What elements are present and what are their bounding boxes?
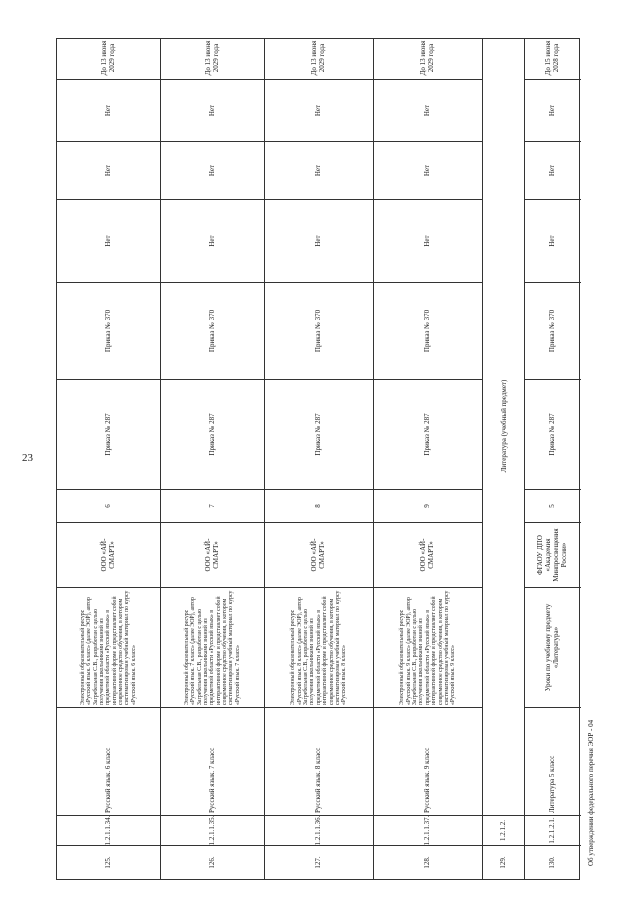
row-flag-3: Нет [374, 79, 482, 141]
row-order-370: Приказ № 370 [265, 282, 373, 379]
row-flag-3: Нет [57, 79, 160, 141]
row-order-370: Приказ № 370 [57, 282, 160, 379]
row-flag-2: Нет [57, 141, 160, 199]
section-title: Литература (учебный предмет) [499, 379, 508, 473]
row-number: 125. [57, 845, 160, 879]
row-flag-2: Нет [265, 141, 373, 199]
row-number: 127. [265, 845, 373, 879]
row-grade: 6 [57, 489, 160, 522]
table-row [265, 39, 374, 879]
row-number: 130. [525, 845, 581, 879]
row-order-287: Приказ № 287 [525, 379, 581, 489]
footer-note: Об утверждении федерального перечня ЭОР - 04 [587, 719, 595, 866]
row-order-287: Приказ № 287 [57, 379, 160, 489]
row-number: 128. [374, 845, 482, 879]
row-organization: ООО «АЙ-СМАРТ» [374, 522, 482, 587]
row-flag-3: Нет [265, 79, 373, 141]
table-row [374, 39, 483, 879]
table-row [57, 39, 161, 879]
row-flag-3: Нет [161, 79, 264, 141]
row-name: Русский язык. 6 класс [57, 707, 160, 815]
page-number: 23 [22, 452, 33, 464]
row-flag-1: Нет [265, 199, 373, 282]
row-organization: ООО «АЙ-СМАРТ» [161, 522, 264, 587]
row-grade: 7 [161, 489, 264, 522]
row-deadline: До 13 июня 2029 года [310, 40, 326, 76]
row-organization: ООО «АЙ-СМАРТ» [265, 522, 373, 587]
row-grade: 9 [374, 489, 482, 522]
row-description: Электронный образовательный ресурс «Русский язык. 6 класс» (далее ЭОР), автор Загребельная С.В., разработан с целью получения школьниками знаний из предметной области «Русский язык» в интерактивной форме и представляет собой современное средство обучения, в котором систематизирован учебный материал по курсу «Русский язык. 6 класс» [57, 587, 160, 707]
table-row [161, 39, 265, 879]
row-description: Электронный образовательный ресурс «Русский язык. 8 класс» (далее ЭОР), автор Загребельная С.В., разработан с целью получения школьниками знаний из предметной области «Русский язык» в интерактивной форме и представляет собой современное средство обучения, в котором систематизирован учебный материал по курсу «Русский язык. 8 класс» [265, 587, 373, 707]
row-order-287: Приказ № 287 [265, 379, 373, 489]
row-deadline: До 13 июня 2029 года [203, 40, 220, 76]
row-deadline: До 13 июня 2029 года [419, 40, 435, 76]
row-name: Русский язык. 9 класс [374, 707, 482, 815]
row-name: Русский язык. 7 класс [161, 707, 264, 815]
row-flag-1: Нет [57, 199, 160, 282]
row-grade: 5 [525, 489, 581, 522]
row-code: 1.2.1.1.34. [57, 815, 160, 845]
row-deadline: До 15 июня 2028 года [544, 40, 560, 76]
row-code: 1.2.1.2.1. [525, 815, 581, 845]
row-description: Электронный образовательный ресурс «Русский язык. 9 класс» (далее ЭОР), автор Загребельная С.В., разработан с целью получения школьниками знаний из предметной области «Русский язык» в интерактивной форме и представляет собой современное средство обучения, в котором систематизирован учебный материал по курсу «Русский язык. 9 класс» [374, 587, 482, 707]
row-code: 1.2.1.1.36. [265, 815, 373, 845]
section-row [483, 39, 525, 879]
row-flag-1: Нет [161, 199, 264, 282]
row-flag-2: Нет [161, 141, 264, 199]
row-flag-1: Нет [525, 199, 581, 282]
row-order-287: Приказ № 287 [374, 379, 482, 489]
row-order-287: Приказ № 287 [161, 379, 264, 489]
row-code: 1.2.1.1.37. [374, 815, 482, 845]
row-name: Литература 5 класс [525, 707, 581, 815]
row-description: Электронный образовательный ресурс «Русский язык. 7 класс» (далее ЭОР), автор Загребельная С.В., разработан с целью получения школьниками знаний из предметной области «Русский язык» в интерактивной форме и представляет собой современное средство обучения, в котором систематизирован учебный материал по курсу «Русский язык. 7 класс» [161, 587, 264, 707]
row-grade: 8 [265, 489, 373, 522]
row-flag-2: Нет [374, 141, 482, 199]
table-row [525, 39, 581, 879]
registry-table [56, 38, 580, 880]
row-flag-2: Нет [525, 141, 581, 199]
row-flag-3: Нет [525, 79, 581, 141]
row-order-370: Приказ № 370 [374, 282, 482, 379]
row-description: Уроки по учебному предмету «Литература» [525, 587, 581, 707]
row-number: 126. [161, 845, 264, 879]
row-flag-1: Нет [374, 199, 482, 282]
row-name: Русский язык. 8 класс [265, 707, 373, 815]
row-number: 129. [483, 845, 524, 879]
row-order-370: Приказ № 370 [161, 282, 264, 379]
row-organization: ООО «АЙ-СМАРТ» [57, 522, 160, 587]
row-code: 1.2.1.2. [483, 815, 524, 845]
row-code: 1.2.1.1.35. [161, 815, 264, 845]
row-order-370: Приказ № 370 [525, 282, 581, 379]
row-deadline: До 13 июня 2029 года [99, 40, 116, 76]
row-organization: ФГАОУ ДПО «Академия Минпросвещения России» [525, 522, 581, 587]
